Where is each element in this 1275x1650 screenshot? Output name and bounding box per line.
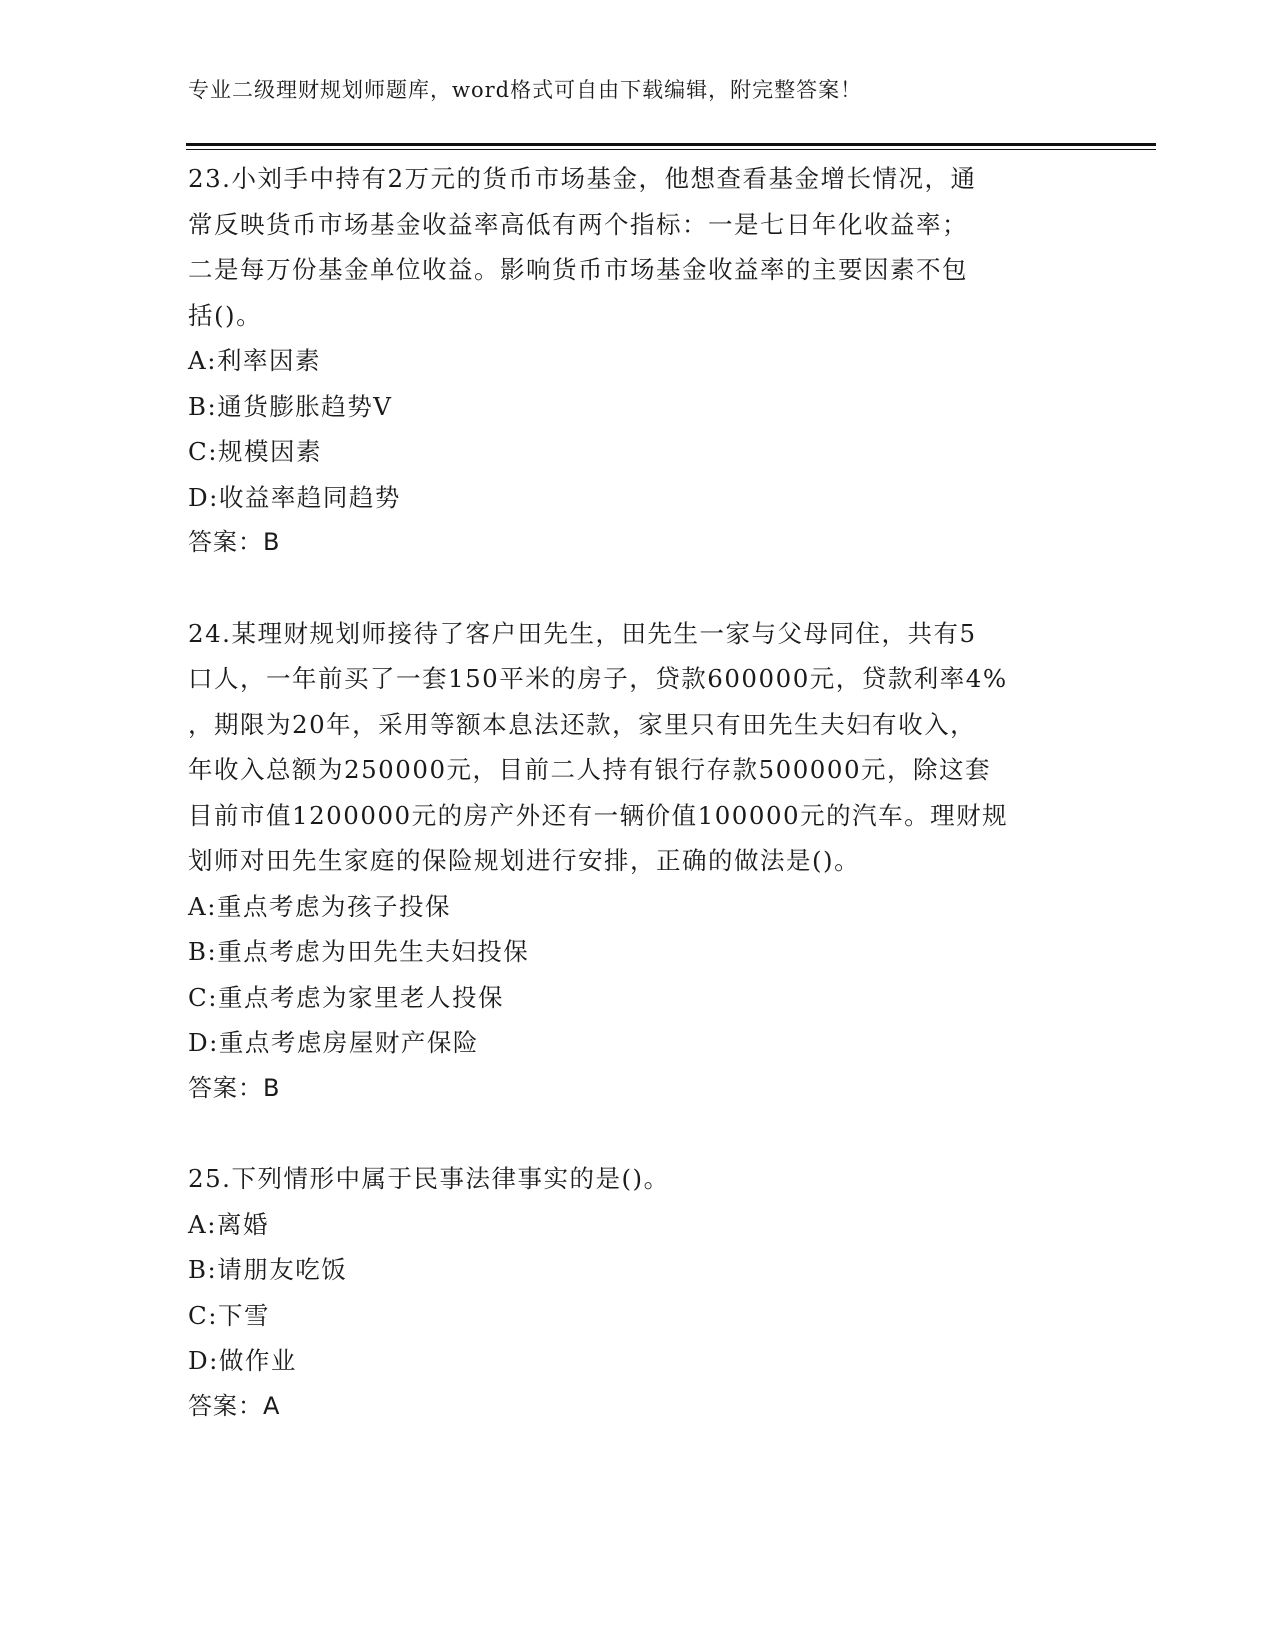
answer-line: 答案：B [188, 1073, 281, 1102]
question-block [188, 156, 1088, 566]
option-c: C:重点考虑为家里老人投保 [188, 982, 504, 1012]
question-stem-line: 目前市值1200000元的房产外还有一辆价值100000元的汽车。理财规 [188, 800, 1009, 830]
question-stem-line: 25.下列情形中属于民事法律事实的是()。 [188, 1164, 670, 1193]
option-d: D:重点考虑房屋财产保险 [188, 1028, 479, 1057]
option-c: C:下雪 [188, 1300, 271, 1330]
option-b: B:请朋友吃饭 [188, 1255, 348, 1284]
question-spacer [188, 1111, 1088, 1156]
header-rule-thin [186, 149, 1156, 150]
question-stem-line: ，期限为20年，采用等额本息法还款，家里只有田先生夫妇有收入， [188, 709, 977, 739]
option-a: A:利率因素 [188, 346, 321, 375]
question-stem-line: 括()。 [188, 300, 263, 330]
question-stem-line: 年收入总额为250000元，目前二人持有银行存款500000元，除这套 [188, 755, 992, 784]
question-spacer [188, 566, 1088, 611]
option-c: C:规模因素 [188, 437, 322, 466]
question-block [188, 1156, 1088, 1429]
question-stem-line: 口人，一年前买了一套150平米的房子，贷款600000元，贷款利率4% [188, 664, 1008, 693]
option-b: B:通货膨胀趋势V [188, 391, 393, 421]
question-stem-line: 二是每万份基金单位收益。影响货币市场基金收益率的主要因素不包 [188, 255, 968, 284]
header-rule-thick [186, 143, 1156, 146]
option-a: A:离婚 [188, 1209, 269, 1239]
question-block [188, 611, 1088, 1112]
question-list [188, 156, 1088, 1429]
question-stem-line: 划师对田先生家庭的保险规划进行安排，正确的做法是()。 [188, 846, 861, 875]
answer-line: 答案：A [188, 1391, 281, 1420]
question-stem-line: 23.小刘手中持有2万元的货币市场基金，他想查看基金增长情况，通 [188, 164, 977, 193]
option-b: B:重点考虑为田先生夫妇投保 [188, 937, 530, 966]
question-stem-line: 常反映货币市场基金收益率高低有两个指标：一是七日年化收益率； [188, 209, 968, 239]
question-stem-line: 24.某理财规划师接待了客户田先生，田先生一家与父母同住，共有5 [188, 618, 977, 648]
page-header-text: 专业二级理财规划师题库，word格式可自由下载编辑，附完整答案！ [188, 78, 863, 102]
answer-line: 答案：B [188, 528, 281, 556]
option-d: D:做作业 [188, 1346, 297, 1375]
option-a: A:重点考虑为孩子投保 [188, 891, 451, 921]
option-d: D:收益率趋同趋势 [188, 482, 401, 512]
